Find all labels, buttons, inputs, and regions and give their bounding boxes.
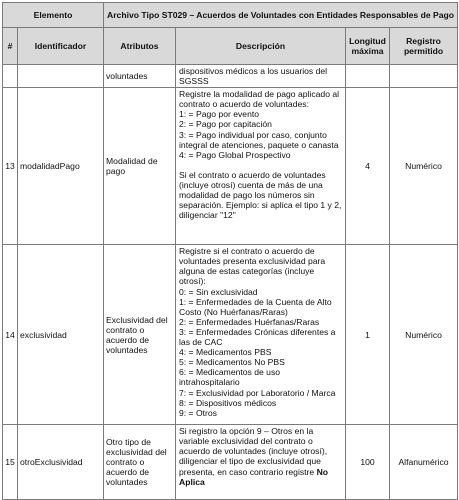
row-identificador: exclusividad [18, 245, 104, 425]
row-descripcion [176, 425, 346, 500]
row-longitud: 100 [346, 425, 390, 500]
row-registro: Numérico [390, 245, 458, 425]
row-number: 15 [3, 425, 18, 500]
header-row-top [3, 3, 458, 28]
row-atributos: Exclusividad del contrato o acuerdo de voluntades [104, 245, 176, 425]
row-descripcion [176, 65, 346, 88]
row-registro: Numérico [390, 88, 458, 245]
row-descripcion [176, 88, 346, 245]
row-identificador: otroExclusividad [18, 425, 104, 500]
desc-line: 1: = Enfermedades de la Cuenta de Alto Costo (No Huérfanas/Raras) [179, 296, 332, 317]
row-atributos: Modalidad de pago [104, 88, 176, 245]
header-row-columns [3, 28, 458, 65]
desc-line: 4: = Medicamentos PBS [179, 347, 272, 358]
desc-line: 5: = Medicamentos No PBS [179, 357, 285, 368]
table-row [3, 245, 458, 425]
col-identificador-header: Identificador [18, 28, 104, 65]
col-atributos-header: Atributos [104, 28, 176, 65]
row-identificador: modalidadPago [18, 88, 104, 245]
desc-line: 7: = Exclusividad por Laboratorio / Marca [179, 387, 336, 398]
specification-table [2, 2, 458, 500]
table-row [3, 65, 458, 88]
desc-line: 3: = Pago individual por caso, conjunto integral de atenciones, paquete o canasta [179, 129, 339, 150]
col-number-header: # [3, 28, 18, 65]
desc-line: dispositivos médicos a los usuarios del SGSSS [179, 66, 328, 87]
desc-line: 2: = Pago por capitación [179, 119, 272, 130]
desc-line: 9: = Otros [179, 407, 217, 418]
desc-line: 1: = Pago por evento [179, 109, 260, 120]
desc-bold-text: No Aplica [179, 466, 329, 487]
col-longitud-header: Longitud máxima [346, 28, 390, 65]
row-longitud [346, 65, 390, 88]
row-number: 13 [3, 88, 18, 245]
desc-line: 6: = Medicamentos de uso intrahospitalario [179, 367, 281, 388]
desc-line: 2: = Enfermedades Huérfanas/Raras [179, 316, 320, 327]
row-atributos: Otro tipo de exclusividad del contrato o acuerdo de voluntades [104, 425, 176, 500]
desc-line: 3: = Enfermedades Crónicas diferentes a las de CAC [179, 326, 336, 348]
row-registro [390, 65, 458, 88]
desc-text: Si registro la opción 9 – Otros en la variable exclusividad del contrato o acuerdo de voluntades (incluye otrosí), diligenciar el tipo de exclusividad que presenta, en caso contrario registre [179, 426, 328, 477]
row-descripcion [176, 245, 346, 425]
desc-line: Registre la modalidad de pago aplicado al contrato o acuerdo de voluntades: [179, 89, 340, 110]
desc-line: 0: = Sin exclusividad [179, 286, 258, 297]
desc-line: Registre si el contrato o acuerdo de voluntades presenta exclusividad para alguna de estas categorías (incluye otrosí): [179, 246, 326, 287]
elemento-header: Elemento [3, 3, 104, 28]
row-longitud: 1 [346, 245, 390, 425]
table-row [3, 425, 458, 500]
row-longitud: 4 [346, 88, 390, 245]
col-descripcion-header: Descripción [176, 28, 346, 65]
archivo-title-header: Archivo Tipo ST029 – Acuerdos de Voluntades con Entidades Responsables de Pago [104, 3, 458, 28]
desc-line: 8: = Dispositivos médicos [179, 397, 277, 408]
col-registro-header: Registro permitido [390, 28, 458, 65]
row-identificador [18, 65, 104, 88]
document-page [2, 2, 458, 500]
row-number: 14 [3, 245, 18, 425]
row-registro: Alfanumérico [390, 425, 458, 500]
desc-line: Si el contrato o acuerdo de voluntades (incluye otrosí) cuenta de más de una modalidad de pago los números sin separación. Ejemplo: si aplica el tipo 1 y 2, diligenciar "12" [179, 169, 342, 221]
row-number [3, 65, 18, 88]
row-atributos: voluntades [104, 65, 176, 88]
table-row [3, 88, 458, 245]
desc-spacer [179, 160, 343, 170]
desc-line: 4: = Pago Global Prospectivo [179, 149, 291, 160]
